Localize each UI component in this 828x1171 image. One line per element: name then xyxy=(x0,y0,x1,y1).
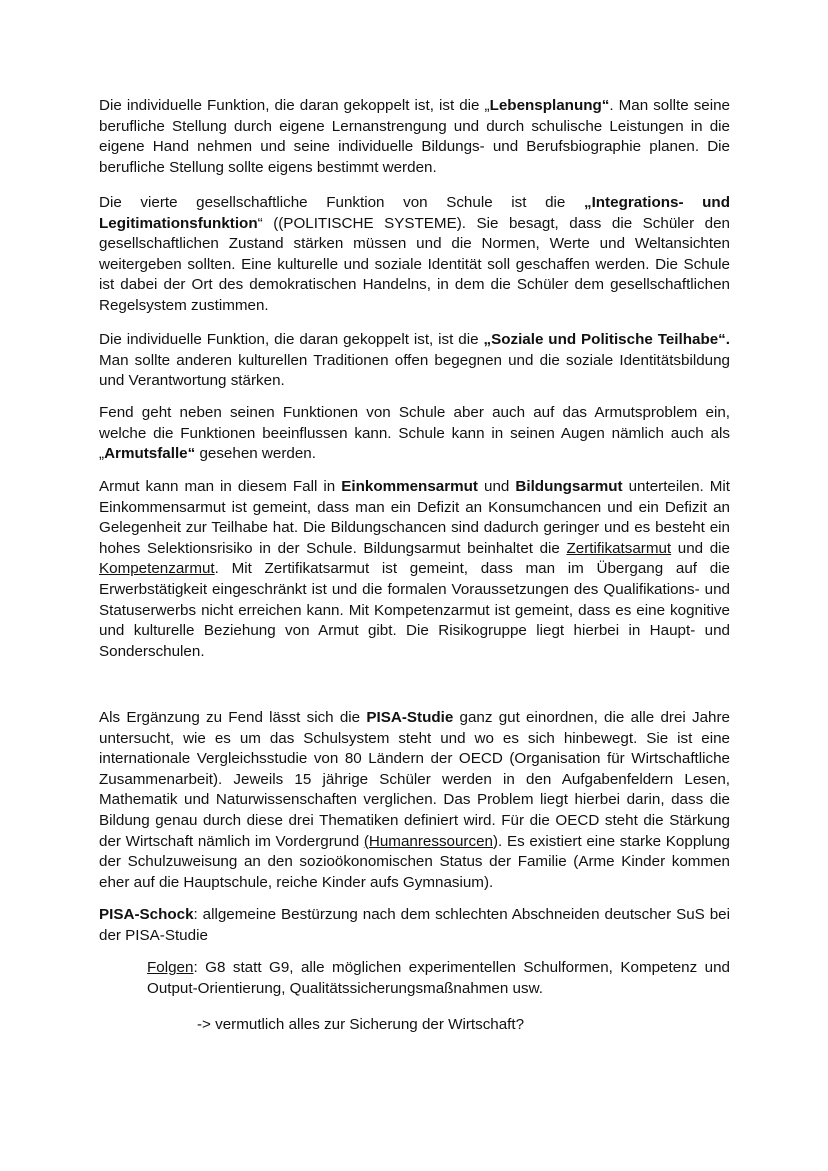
term-armutsfalle: Armutsfalle“ xyxy=(104,445,196,463)
paragraph-pisa-schock xyxy=(99,905,730,946)
text: . Mit Zertifikatsarmut ist gemeint, dass man im Übergang auf die Erwerbstätigkeit eingeschränkt ist und die formalen Voraussetzungen des Qualifikations- und Statuserwerbs nicht erreichen kann. Mit Kompetenzarmut ist gemeint, dass es eine kognitive und kulturelle Beziehung von Armut gibt. Die Risikogruppe liegt hierbei in Haupt- und Sonderschulen. xyxy=(99,560,730,660)
term-teilhabe: „Soziale und Politische Teilhabe“. xyxy=(483,331,730,348)
paragraph-armut xyxy=(99,477,730,662)
text: unterteilen. Mit Einkommensarmut ist gemeint, dass man ein Defizit an Konsumchancen und ein Defizit an Gelegenheit zur Teilhabe hat. Die Bildungschancen sind dadurch geringer und es besteht ein hohes Selektionsrisiko in der Schule. Bildungsarmut beinhaltet die xyxy=(99,478,731,557)
paragraph-lebensplanung xyxy=(99,96,730,178)
term-kompetenzarmut: Kompetenzarmut xyxy=(99,560,215,578)
text: Die individuelle Funktion, die daran gekoppelt ist, ist die xyxy=(99,331,484,348)
term-lebensplanung: Lebensplanung“ xyxy=(489,97,610,114)
text: . Man sollte seine berufliche Stellung durch eigene Lernanstrengung und durch schulische Leistungen in die eigene Hand nehmen und seine individuelle Bildungs- und Berufsbiographie planen. Die berufliche Stellung sollte eigens bestimmt werden. xyxy=(99,97,731,176)
text: Die vierte gesellschaftliche Funktion von Schule ist die xyxy=(99,194,584,211)
text: Fend geht neben seinen Funktionen von Schule aber auch auf das Armutsproblem ein, welche die Funktionen beeinflussen kann. Schule kann in seinen Augen nämlich auch als „ xyxy=(99,404,730,463)
term-pisa-studie: PISA-Studie xyxy=(366,709,454,726)
text: Als Ergänzung zu Fend lässt sich die xyxy=(99,709,367,726)
term-humanressourcen: (Humanressourcen xyxy=(363,832,493,850)
text: Armut kann man in diesem Fall in xyxy=(99,478,342,495)
term-folgen: Folgen xyxy=(147,959,194,976)
text: gesehen werden. xyxy=(195,445,316,463)
paragraph-conclusion xyxy=(197,1015,730,1036)
term-pisa-schock: PISA-Schock xyxy=(99,906,194,923)
paragraph-teilhabe xyxy=(99,330,730,392)
term-zertifikatsarmut: Zertifikatsarmut xyxy=(566,539,672,557)
text: und die xyxy=(671,539,731,557)
text: Man sollte anderen kulturellen Traditionen offen begegnen und die soziale Identitätsbildung und Verantwortung stärken. xyxy=(99,351,730,390)
text: : G8 statt G9, alle möglichen experimentellen Schulformen, Kompetenz und Output-Orientierung, Qualitätssicherungsmaßnahmen usw. xyxy=(147,959,730,997)
term-bildungsarmut: Bildungsarmut xyxy=(515,478,623,495)
term-einkommensarmut: Einkommensarmut xyxy=(341,478,478,495)
text: und xyxy=(477,478,516,495)
paragraph-armutsproblem xyxy=(99,403,730,465)
term-integrationsfunktion: „Integrations- und Legitimationsfunktion xyxy=(99,194,730,232)
text: “ ((POLITISCHE SYSTEME). Sie besagt, dass die Schüler den gesellschaftlichen Zustand stärken müssen und die Normen, Werte und Weltansichten weitergeben sollten. Eine kulturelle und soziale Identität soll geschaffen werden. Die Schule ist dabei der Ort des demokratischen Handelns, in dem die Schüler dem gesellschaftlichen Regelsystem zustimmen. xyxy=(99,214,730,314)
paragraph-folgen xyxy=(147,958,730,999)
text: : allgemeine Bestürzung nach dem schlechten Abschneiden deutscher SuS bei der PISA-Studie xyxy=(99,906,730,944)
paragraph-integrationsfunktion xyxy=(99,193,730,317)
text: ganz gut einordnen, die alle drei Jahre untersucht, wie es um das Schulsystem steht und wo es sich hinbewegt. Sie ist eine internationale Vergleichsstudie von 80 Ländern der OECD (Organisation für Wirtschaftliche Zusammenarbeit). Jeweils 15 jährige Schüler werden in den Aufgabenfeldern Lesen, Mathematik und Naturwissenschaften verglichen. Das Problem liegt hierbei darin, dass die Bildung genau durch diese drei Thematiken definiert wird. Für die OECD steht die Stärkung der Wirtschaft nämlich im Vordergrund xyxy=(99,709,730,850)
text: ). Es existiert eine starke Kopplung der Schulzuweisung an den sozioökonomischen Status der Familie (Arme Kinder kommen eher auf die Hauptschule, reiche Kinder aufs Gymnasium). xyxy=(99,832,730,891)
text: -> vermutlich alles zur Sicherung der Wirtschaft? xyxy=(197,1016,525,1033)
text: Die individuelle Funktion, die daran gekoppelt ist, ist die „ xyxy=(99,97,490,114)
paragraph-pisa-studie xyxy=(99,708,730,893)
